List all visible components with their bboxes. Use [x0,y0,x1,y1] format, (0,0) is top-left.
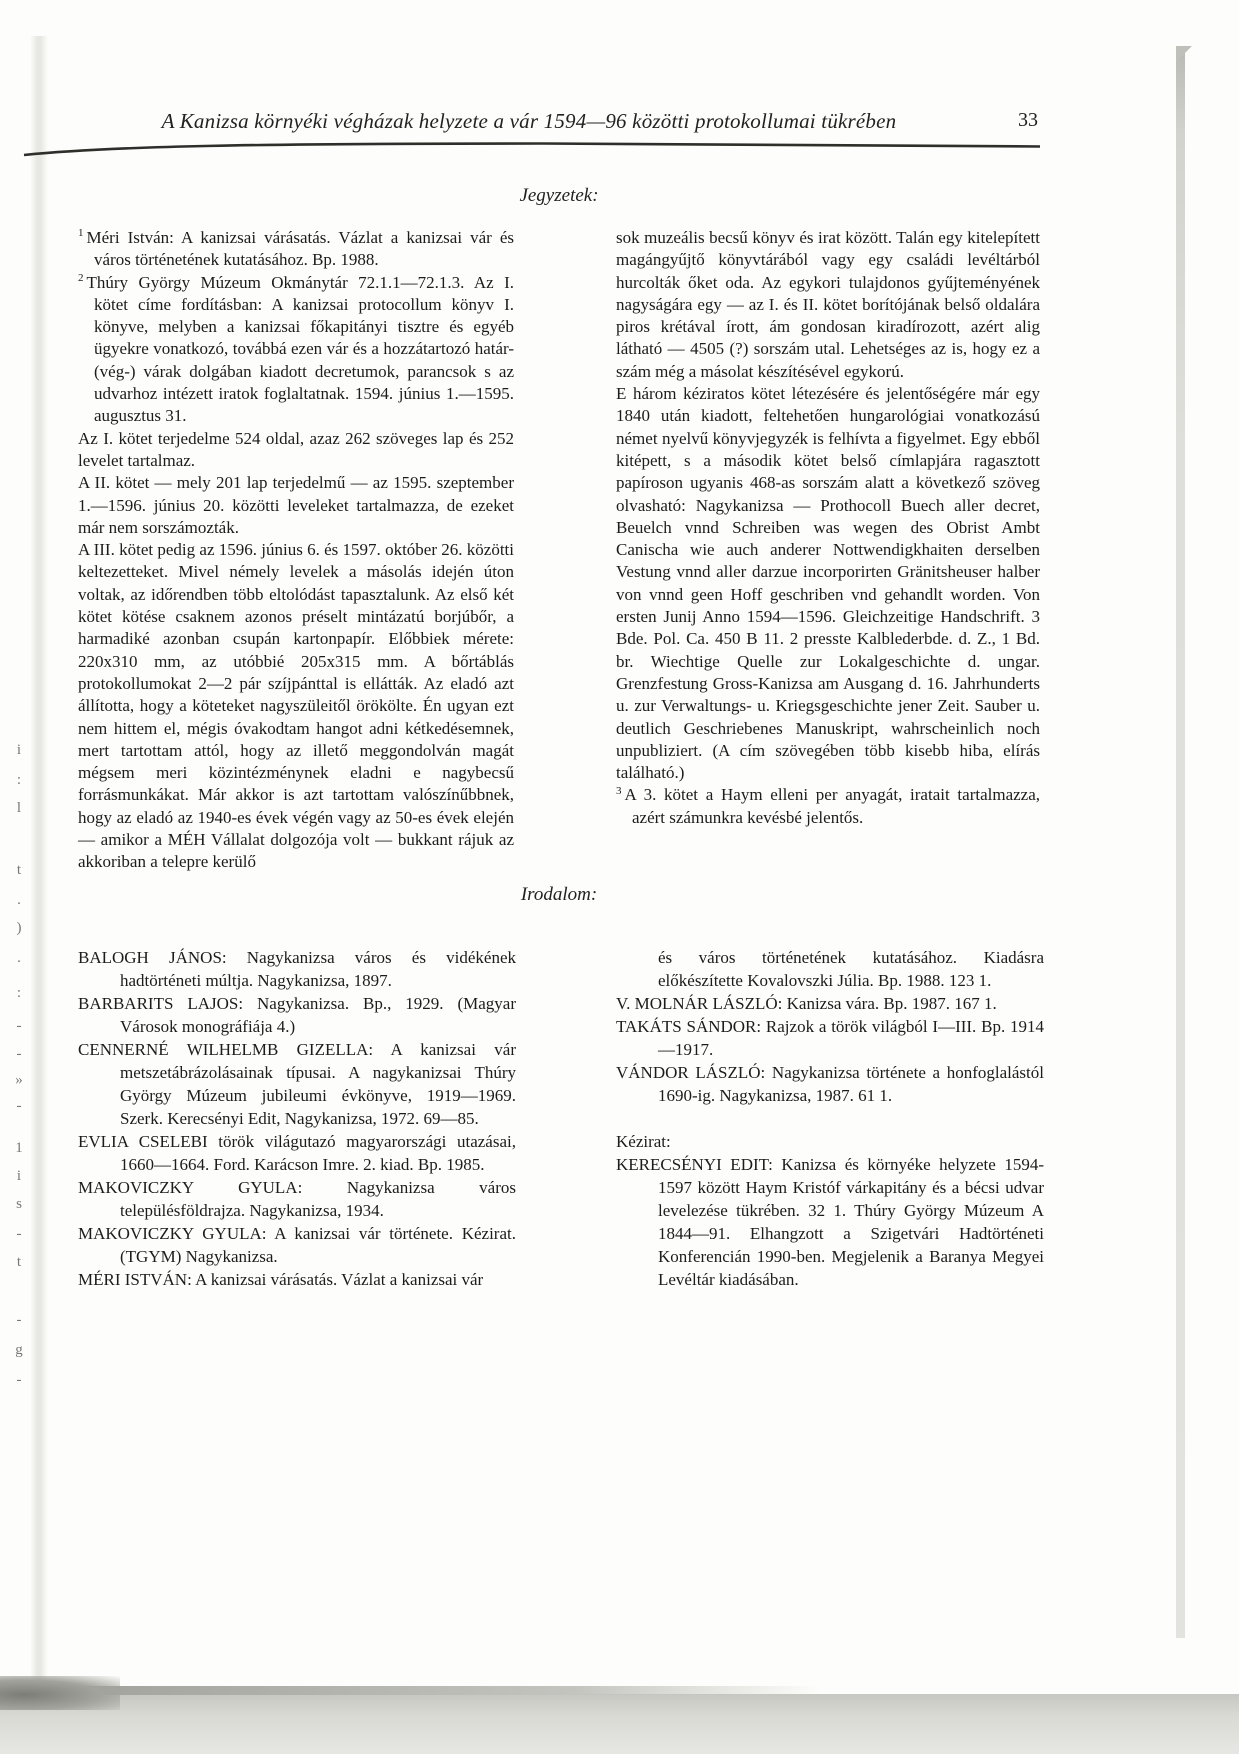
manuscript-label: Kézirat: [616,1132,671,1151]
notes-column-right [616,227,1040,829]
bibliography-entry: BALOGH JÁNOS: Nagykanizsa város és vidékének hadtörténeti múltja. Nagykanizsa, 1897. [78,948,516,990]
footnote [616,784,1040,829]
margin-bleed-mark: - [16,1018,22,1034]
bibliography-entry: MAKOVICZKY GYULA: A kanizsai vár története. Kézirat. (TGYM) Nagykanizsa. [78,1224,516,1266]
scan-bottom-shadow [0,1694,1239,1754]
bibliography-entry: MÉRI ISTVÁN: A kanizsai várásatás. Vázlat a kanizsai vár [78,1270,484,1289]
header-rule [22,141,1044,159]
footnote-paragraph: sok muzeális becsű könyv és irat között. Talán egy kitelepített magángyűjtő könyvtárából vagy egy családi levéltárból hurcolták őket oda. Az egykori tulajdonos gyűjteményének nagyságára egy — az I. és II. kötet borítójának belső oldalára piros krétával írott, ám gondosan kiradírozott, azért alig látható — 4505 (?) sorszám utal. Lehetséges az is, hogy ez a szám még a másolat készítésével egykorú. [616,228,1040,381]
margin-bleed-mark: i [16,1168,22,1184]
margin-bleed-mark: i [16,742,22,758]
scan-bottom-blob [0,1676,120,1710]
margin-bleed-mark: t [16,1254,22,1270]
footnote-paragraph: A III. kötet pedig az 1596. június 6. és 1597. október 26. közötti keltezetteket. Mivel némely levelek a másolás idején úton voltak, az időrendben több eltolódást tapasztalunk. Az első két kötet kötése csaknem azonos préselt mintázatú borjúbőr, a harmadiké azonban csupán kartonpapír. Előbbiek mérete: 220x310 mm, az utóbbié 205x315 mm. A bőrtáblás protokollumokat 2—2 pár szíjpánttal is ellátták. Az eladó azt állította, hogy a köteteket nagyszüleitől örökölte. Én ugyan ezt nem hittem el, mégis óvakodtam hangot adni kétkedésemnek, mert tartottam attól, hogy az illető meggondolván magát mégsem meri közintézménynek eladni e nagybecsű forrásmunkákat. Már akkor is azt tartottam valószínűbbnek, hogy az eladó az 1940-es évek végén vagy az 50-es évek elején — amikor a MÉH Vállalat dolgozója volt — bukkant rájuk az akkoriban a telepre kerülő [78,540,514,872]
margin-bleed-mark: : [16,772,22,788]
bibliography-entry: V. MOLNÁR LÁSZLÓ: Kanizsa vára. Bp. 1987. 167 1. [616,994,997,1013]
footnote-text: Thúry György Múzeum Okmánytár 72.1.1—72.1.3. Az I. kötet címe fordításban: A kanizsai protocollum könyv I. könyve, melyben a kanizsai főkapitányi tisztre és egyéb ügyekre vonatkozó, továbbá ezen vár és a hozzátartozó határ- (vég-) várak dolgában kiadott decretumok, parancsok s az udvarhoz intézett iratok foglaltatnak. 1594. június 1.—1595. augusztus 31. [86,272,514,426]
bibliography-entry: CENNERNÉ WILHELMB GIZELLA: A kanizsai vár metszetábrázolásainak típusai. A nagykanizsai Thúry György Múzeum jubileumi évkönyve, 1919—1969. Szerk. Kerecsényi Edit, Nagykanizsa, 1972. 69—85. [78,1040,516,1128]
literature-column-left [78,946,516,1291]
bibliography-entry: TAKÁTS SÁNDOR: Rajzok a török világból I—III. Bp. 1914—1917. [616,1017,1044,1059]
footnote [78,272,514,428]
margin-bleed-mark: - [16,1046,22,1062]
bibliography-entry: MAKOVICZKY GYULA: Nagykanizsa város településföldrajza. Nagykanizsa, 1934. [78,1178,516,1220]
margin-bleed-mark: » [15,1072,23,1088]
margin-bleed-mark: - [16,1226,22,1242]
margin-bleed-mark: - [16,1372,22,1388]
literature-column-right [616,946,1044,1291]
footnote-number: 3 [616,784,622,797]
margin-bleed-mark: - [16,1312,22,1328]
margin-bleed-mark: l [16,800,22,816]
footnote-text: Méri István: A kanizsai várásatás. Vázlat a kanizsai vár és város történetének kutatásához. Bp. 1988. [86,228,514,270]
bibliography-entry: EVLIA CSELEBI török világutazó magyarországi utazásai, 1660—1664. Ford. Karácson Imre. 2. kiad. Bp. 1985. [78,1132,516,1174]
footnote-number: 1 [78,227,84,240]
scan-page-edge-wedge [1176,46,1192,62]
scan-bottom-streak [0,1686,820,1695]
notes-heading: Jegyzetek: [519,185,599,206]
footnote-paragraph: A II. kötet — mely 201 lap terjedelmű — az 1595. szeptember 1.—1596. június 20. közötti leveleket tartalmazza, de ezeket már nem sorszámozták. [78,473,514,537]
margin-bleed-mark: s [16,1196,22,1212]
footnote-paragraph: E három kéziratos kötet létezésére és jelentőségére már egy 1840 után kiadott, feltehetően hungarológiai vonatkozású német nyelvű könyvjegyzék is felhívta a figyelmet. Egy ebből kitépett, s a második kötet belső címlapjára ragasztott papíroson ugyanis 468-as sorszám alatt a következő szöveg olvasható: Nagykanizsa — Prothocoll Buech aller decret, Beuelch vnnd Schreiben was wegen des Obrist Ambt Canischa wie auch anderer Nottwendigkhaiten derselben Vestung vnnd aller darzue incorporirten Gränitsheuser halber von vnnd geen Hoff geschriben vnd gehandlt worden. Von ersten Junij Anno 1594—1596. Gleichzeitige Handschrift. 3 Bde. Pol. Ca. 450 B 11. 2 presste Kalblederbde. d. Z., 1 Bd. br. Wiechtige Quelle zur Lokalgeschichte d. ungar. Grenzfestung Gross-Kanizsa am Ausgang d. 16. Jahrhunderts u. zur Verwaltungs- u. Kriegsgeschichte jener Zeit. Sauber u. deutlich Geschriebenes Manuskript, wahrscheinlich noch unpubliziert. (A cím szövegében több kisebb hiba, elírás található.) [616,384,1040,783]
bibliography-entry: VÁNDOR LÁSZLÓ: Nagykanizsa története a honfoglalástól 1690-ig. Nagykanizsa, 1987. 61 1. [616,1063,1044,1105]
page-number: 33 [1018,109,1038,131]
footnote-paragraph: Az I. kötet terjedelme 524 oldal, azaz 262 szöveges lap és 252 levelet tartalmaz. [78,428,514,470]
bibliography-entry-continuation: és város történetének kutatásához. Kiadásra előkészítette Kovalovszki Júlia. Bp. 1988. 123 1. [658,948,1044,990]
notes-column-left [78,227,514,874]
footnote [78,227,514,272]
margin-bleed-mark: ) [16,920,22,936]
literature-heading: Irodalom: [520,884,598,905]
margin-bleed-mark: . [17,892,21,908]
page-header [78,109,1040,139]
running-title: A Kanizsa környéki végházak helyzete a vár 1594—96 közötti protokollumai tükrében [161,109,897,133]
footnote-text: A 3. kötet a Haym elleni per anyagát, iratait tartalmazza, azért számunkra kevésbé jelentős. [624,785,1040,827]
bibliography-entry: BARBARITS LAJOS: Nagykanizsa. Bp., 1929. (Magyar Városok monográfiája 4.) [78,994,516,1036]
footnote-number: 2 [78,271,84,284]
margin-bleed-mark: 1 [15,1140,23,1156]
margin-bleed-mark: g [15,1342,23,1358]
scan-gutter-shadow [30,36,48,1692]
margin-bleed-mark: - [16,1098,22,1114]
bibliography-entry: KERECSÉNYI EDIT: Kanizsa és környéke helyzete 1594-1597 között Haym Kristóf várkapitány és a bécsi udvar levelezése tükrében. 32 1. Thúry György Múzeum A 1844—91. Elhangzott a Szigetvári Hadtörténeti Konferencián 1990-ben. Megjelenik a Baranya Megyei Levéltár kiadásában. [616,1155,1044,1289]
margin-bleed-mark: : [16,985,22,1001]
margin-bleed-mark: . [17,950,21,966]
margin-bleed-mark: t [16,862,22,878]
scan-page-edge-line [1176,46,1185,1638]
